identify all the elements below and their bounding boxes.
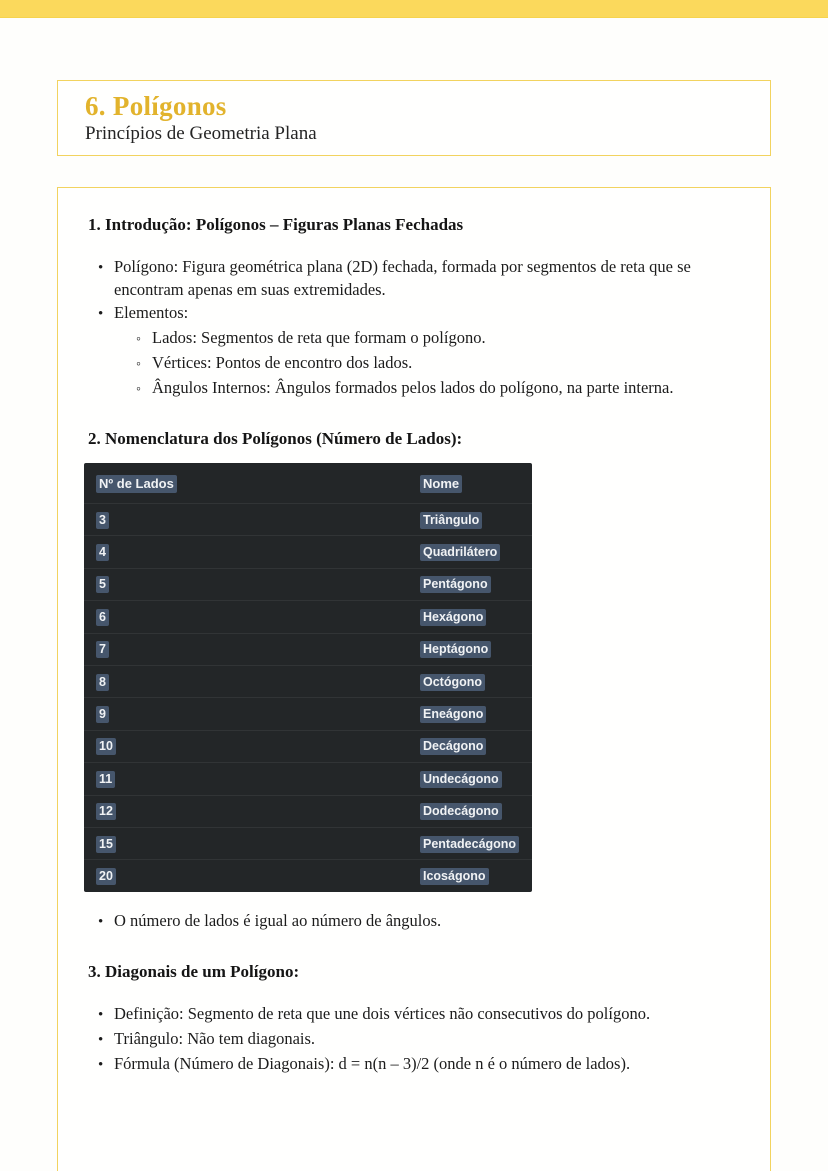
table-cell [420, 837, 532, 851]
table-cell [84, 837, 420, 851]
table-cell [420, 707, 532, 721]
circle-bullet-icon [136, 326, 152, 351]
table-row [84, 600, 532, 632]
list-item-text: Triângulo: Não tem diagonais. [114, 1028, 316, 1048]
cell-num-lados: 11 [96, 771, 115, 788]
list-item [88, 1002, 740, 1027]
list-item-text: Ângulos Internos: Ângulos formados pelos lados do polígono, na parte interna. [152, 378, 674, 397]
table-cell [84, 804, 420, 818]
cell-nome: Octógono [420, 674, 485, 691]
table-row [84, 535, 532, 567]
table-row [84, 697, 532, 729]
cell-num-lados: 12 [96, 803, 116, 820]
bullet-icon [98, 255, 114, 280]
cell-nome: Dodecágono [420, 803, 502, 820]
table-cell [84, 772, 420, 786]
list-item [88, 1052, 740, 1077]
list-item-text: Lados: Segmentos de reta que formam o polígono. [152, 328, 486, 347]
content-card [57, 187, 771, 1171]
table-row [84, 568, 532, 600]
table-row [84, 503, 532, 535]
list-item-text: O número de lados é igual ao número de ângulos. [114, 910, 442, 930]
section-nomenclatura-heading: 2. Nomenclatura dos Polígonos (Número de Lados): [88, 429, 463, 448]
table-cell [420, 804, 532, 818]
list-item-text: Definição: Segmento de reta que une dois vértices não consecutivos do polígono. [114, 1003, 651, 1023]
cell-nome: Pentágono [420, 576, 491, 593]
cell-nome: Icoságono [420, 868, 489, 885]
cell-nome: Decágono [420, 738, 486, 755]
table-cell [420, 577, 532, 591]
cell-num-lados: 9 [96, 706, 109, 723]
table-cell [84, 739, 420, 753]
table-cell [420, 513, 532, 527]
table-cell [420, 772, 532, 786]
list-item [88, 1027, 740, 1052]
table-cell [84, 869, 420, 883]
table-cell [84, 513, 420, 527]
diagonais-list [88, 1002, 740, 1077]
cell-num-lados: 20 [96, 868, 116, 885]
page-subtitle: Princípios de Geometria Plana [85, 123, 317, 144]
polygon-table-header-row [84, 463, 532, 503]
nomenclatura-note-list [88, 909, 740, 934]
cell-nome: Eneágono [420, 706, 486, 723]
bullet-icon [98, 1002, 114, 1027]
cell-nome: Undecágono [420, 771, 502, 788]
cell-num-lados: 7 [96, 641, 109, 658]
table-header-cell [84, 476, 420, 491]
list-item [126, 351, 740, 376]
table-cell [420, 610, 532, 624]
table-cell [420, 675, 532, 689]
table-cell [420, 642, 532, 656]
cell-num-lados: 10 [96, 738, 116, 755]
page-title: 6. Polígonos [85, 91, 227, 121]
cell-nome: Quadrilátero [420, 544, 500, 561]
list-item-text: Vértices: Pontos de encontro dos lados. [152, 353, 413, 372]
table-row [84, 795, 532, 827]
list-item [88, 909, 740, 934]
list-item-text: Elementos: [114, 303, 189, 322]
list-item-text: Fórmula (Número de Diagonais): d = n(n – 3)/2 (onde n é o número de lados). [114, 1053, 631, 1073]
bullet-icon [98, 1027, 114, 1052]
table-row [84, 633, 532, 665]
cell-nome: Triângulo [420, 512, 482, 529]
table-row [84, 730, 532, 762]
cell-num-lados: 5 [96, 576, 109, 593]
header-card [57, 80, 771, 156]
list-item-text: Polígono: Figura geométrica plana (2D) fechada, formada por segmentos de reta que se encontram apenas em suas extremidades. [114, 257, 691, 299]
col-header-nome: Nome [420, 475, 462, 493]
polygon-table-body [84, 503, 532, 892]
cell-num-lados: 3 [96, 512, 109, 529]
table-cell [84, 545, 420, 559]
table-cell [84, 642, 420, 656]
cell-nome: Pentadecágono [420, 836, 519, 853]
list-item [126, 376, 740, 401]
list-item [88, 301, 740, 326]
section-intro-heading: 1. Introdução: Polígonos – Figuras Planas Fechadas [88, 215, 464, 234]
bullet-icon [98, 1052, 114, 1077]
table-cell [84, 610, 420, 624]
cell-num-lados: 8 [96, 674, 109, 691]
bullet-icon [98, 909, 114, 934]
table-cell [84, 707, 420, 721]
intro-list [88, 255, 740, 401]
circle-bullet-icon [136, 376, 152, 401]
table-row [84, 827, 532, 859]
table-row [84, 665, 532, 697]
cell-num-lados: 6 [96, 609, 109, 626]
cell-num-lados: 4 [96, 544, 109, 561]
cell-nome: Hexágono [420, 609, 486, 626]
top-accent-band [0, 0, 828, 18]
table-cell [84, 577, 420, 591]
table-cell [420, 869, 532, 883]
col-header-lados: Nº de Lados [96, 475, 177, 493]
table-header-cell [420, 476, 532, 491]
table-row [84, 762, 532, 794]
polygon-table [84, 463, 532, 892]
list-item [126, 326, 740, 351]
table-row [84, 859, 532, 891]
table-cell [84, 675, 420, 689]
cell-nome: Heptágono [420, 641, 491, 658]
table-cell [420, 739, 532, 753]
list-item [88, 255, 740, 301]
circle-bullet-icon [136, 351, 152, 376]
bullet-icon [98, 301, 114, 326]
section-diagonais-heading: 3. Diagonais de um Polígono: [88, 961, 300, 981]
cell-num-lados: 15 [96, 836, 116, 853]
table-cell [420, 545, 532, 559]
